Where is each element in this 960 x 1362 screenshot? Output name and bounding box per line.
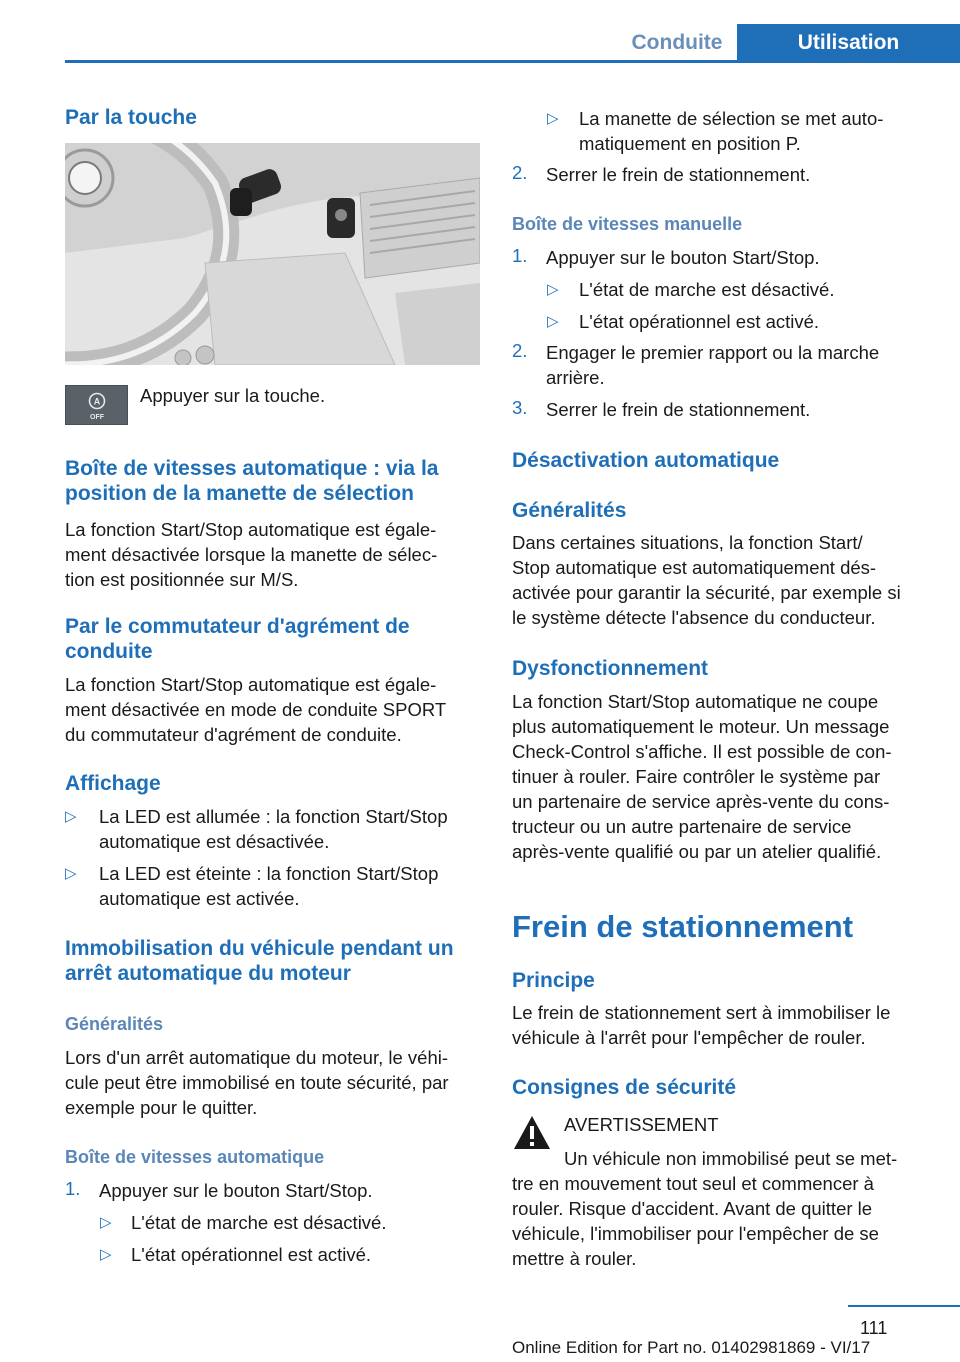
step2-text: Serrer le frein de stationnement. — [546, 164, 811, 185]
para-commutateur-2: ment désactivée en mode de conduite SPORT — [65, 699, 447, 720]
warning-text-4: véhicule, l'immobiliser pour l'empêcher de se — [512, 1223, 879, 1244]
para-generalites-left-1: Lors d'un arrêt automatique du moteur, le véhi‐ — [65, 1047, 448, 1068]
header-rule — [65, 60, 960, 63]
para-generalites-left-2: cule peut être immobilisé en toute sécurité, par — [65, 1072, 449, 1093]
para-generalites-left-3: exemple pour le quitter. — [65, 1097, 258, 1118]
heading-commutateur-line2: conduite — [65, 640, 153, 663]
affichage-item-2-line1: La LED est éteinte : la fonction Start/Stop — [99, 863, 439, 884]
para-dysfonctionnement-3: Check-Control s'affiche. Il est possible de con‐ — [512, 741, 892, 762]
triangle-right-icon: ▷ — [547, 110, 559, 127]
manual-step1-sub-1: L'état de marche est désactivé. — [579, 279, 835, 300]
para-boite-auto-2: ment désactivée lorsque la manette de sélec‐ — [65, 544, 438, 565]
affichage-item-1-line2: automatique est désactivée. — [99, 831, 330, 852]
svg-text:A: A — [93, 396, 101, 407]
para-dysfonctionnement-2: plus automatiquement le moteur. Un message — [512, 716, 890, 737]
heading-generalites-left: Généralités — [65, 1014, 164, 1034]
page-number: 111 — [860, 1318, 888, 1338]
manual-step3-text: Serrer le frein de stationnement. — [546, 399, 811, 420]
heading-generalites-right: Généralités — [512, 499, 627, 522]
heading-boite-auto-line2: position de la manette de sélection — [65, 482, 414, 505]
warning-text-5: mettre à rouler. — [512, 1248, 637, 1269]
heading-immobilisation-line2: arrêt automatique du moteur — [65, 962, 351, 985]
para-dysfonctionnement-5: un partenaire de service après-vente du cons‐ — [512, 791, 890, 812]
dashboard-illustration — [65, 143, 480, 365]
auto-start-stop-off-icon — [66, 386, 129, 426]
heading-par-la-touche: Par la touche — [65, 106, 197, 129]
heading-frein-stationnement: Frein de stationnement — [512, 909, 854, 944]
triangle-right-icon: ▷ — [65, 865, 77, 882]
step1-sub-left-2: L'état opérationnel est activé. — [131, 1244, 372, 1265]
heading-desactivation: Désactivation automatique — [512, 449, 780, 472]
triangle-right-icon: ▷ — [547, 313, 559, 330]
triangle-right-icon: ▷ — [547, 281, 559, 298]
heading-boite-manuelle: Boîte de vitesses manuelle — [512, 214, 743, 234]
para-dysfonctionnement-7: après-vente qualifié ou par un atelier qualifié. — [512, 841, 882, 862]
para-dysfonctionnement-4: tinuer à rouler. Faire contrôler le système par — [512, 766, 881, 787]
triangle-right-icon: ▷ — [65, 808, 77, 825]
step-number: 1. — [65, 1178, 81, 1199]
para-dysfonctionnement-6: tructeur ou un autre partenaire de service — [512, 816, 852, 837]
triangle-right-icon: ▷ — [100, 1214, 112, 1231]
para-generalites-right-3: activée pour garantir la sécurité, par exemple si — [512, 582, 901, 603]
manual-step2-line1: Engager le premier rapport ou la marche — [546, 342, 880, 363]
para-commutateur-3: du commutateur d'agrément de conduite. — [65, 724, 402, 745]
heading-consignes: Consignes de sécurité — [512, 1076, 737, 1099]
para-principe-2: véhicule à l'arrêt pour l'empêcher de rouler. — [512, 1027, 866, 1048]
affichage-item-2-line2: automatique est activée. — [99, 888, 300, 909]
heading-affichage: Affichage — [65, 772, 161, 795]
tab-conduite[interactable]: Conduite — [631, 31, 723, 54]
step1-sub-left-1: L'état de marche est désactivé. — [131, 1212, 387, 1233]
heading-boite-auto-line1: Boîte de vitesses automatique : via la — [65, 457, 439, 480]
manual-step1-text: Appuyer sur le bouton Start/Stop. — [546, 247, 820, 268]
heading-principe: Principe — [512, 969, 595, 992]
triangle-right-icon: ▷ — [100, 1246, 112, 1263]
para-generalites-right-1: Dans certaines situations, la fonction Start/ — [512, 532, 863, 553]
para-dysfonctionnement-1: La fonction Start/Stop automatique ne coupe — [512, 691, 879, 712]
start-stop-off-button-image — [65, 385, 128, 425]
cont-sub-line1: La manette de sélection se met auto‐ — [579, 108, 884, 129]
para-principe-1: Le frein de stationnement sert à immobiliser le — [512, 1002, 891, 1023]
step-number: 2. — [512, 162, 528, 183]
para-boite-auto-1: La fonction Start/Stop automatique est égale‐ — [65, 519, 437, 540]
step-number: 3. — [512, 397, 528, 418]
tab-utilisation[interactable]: Utilisation — [737, 24, 960, 62]
heading-boite-auto-2: Boîte de vitesses automatique — [65, 1147, 325, 1167]
step1-text-left: Appuyer sur le bouton Start/Stop. — [99, 1180, 373, 1201]
para-generalites-right-2: Stop automatique est automatiquement dés‐ — [512, 557, 877, 578]
svg-text:OFF: OFF — [90, 414, 104, 421]
warning-title: AVERTISSEMENT — [564, 1114, 719, 1135]
button-caption: Appuyer sur la touche. — [140, 385, 326, 406]
warning-text-2: tre en mouvement tout seul et commencer à — [512, 1173, 874, 1194]
warning-text-3: rouler. Risque d'accident. Avant de quitter le — [512, 1198, 873, 1219]
cont-sub-line2: matiquement en position P. — [579, 133, 801, 154]
footer-rule — [848, 1305, 960, 1307]
steering-wheel-photo — [65, 143, 480, 365]
warning-text-1: Un véhicule non immobilisé peut se met‐ — [564, 1148, 898, 1169]
manual-step2-line2: arrière. — [546, 367, 605, 388]
warning-triangle-icon — [512, 1113, 552, 1153]
heading-immobilisation-line1: Immobilisation du véhicule pendant un — [65, 937, 454, 960]
para-commutateur-1: La fonction Start/Stop automatique est égale‐ — [65, 674, 437, 695]
para-generalites-right-4: le système détecte l'absence du conducteur. — [512, 607, 876, 628]
edition-footer: Online Edition for Part no. 01402981869 - VI/17 — [512, 1338, 871, 1357]
manual-step1-sub-2: L'état opérationnel est activé. — [579, 311, 820, 332]
para-boite-auto-3: tion est positionnée sur M/S. — [65, 569, 299, 590]
step-number: 2. — [512, 340, 528, 361]
heading-commutateur-line1: Par le commutateur d'agrément de — [65, 615, 410, 638]
step-number: 1. — [512, 245, 528, 266]
heading-dysfonctionnement: Dysfonctionnement — [512, 657, 709, 680]
affichage-item-1-line1: La LED est allumée : la fonction Start/Stop — [99, 806, 448, 827]
